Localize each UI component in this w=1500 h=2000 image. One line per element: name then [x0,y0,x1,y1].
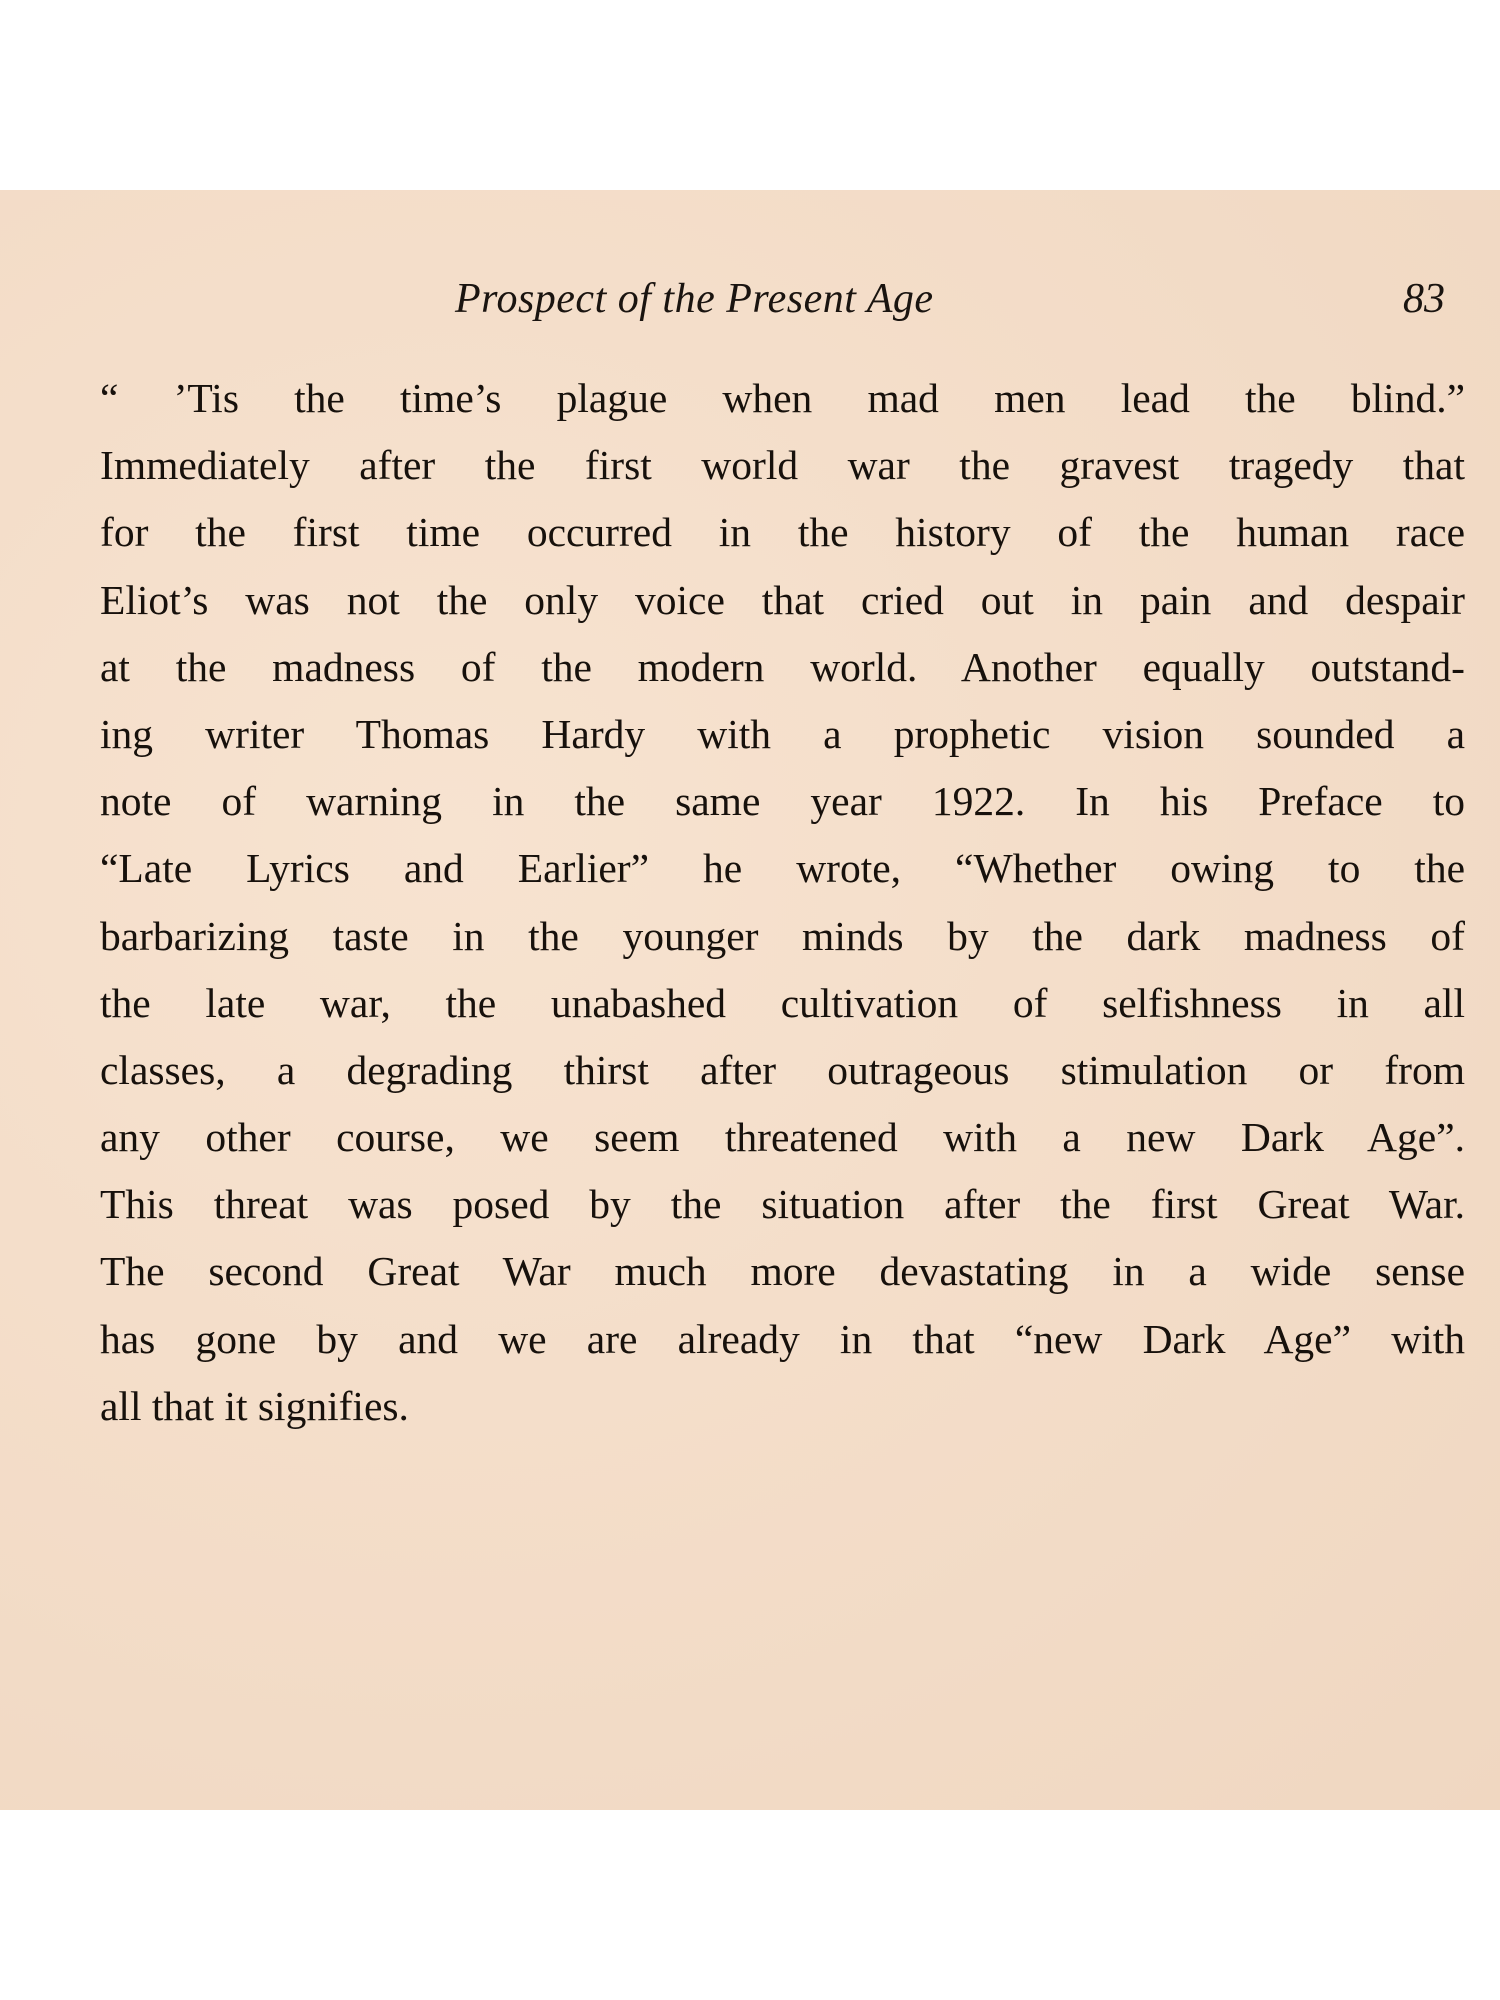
text-line: classes, a degrading thirst after outrageous stimulation or from [100,1046,1465,1093]
book-page [0,190,1500,1810]
text-line: barbarizing taste in the younger minds by the dark madness of [100,912,1465,959]
text-line: has gone by and we are already in that “new Dark Age” with [100,1315,1465,1362]
text-line: Eliot’s was not the only voice that cried out in pain and despair [100,576,1465,623]
page-number: 83 [1403,276,1445,322]
text-line: at the madness of the modern world. Another equally outstand- [100,643,1465,690]
text-line: the late war, the unabashed cultivation of selfishness in all [100,979,1465,1026]
text-line: This threat was posed by the situation after the first Great War. [100,1181,1465,1228]
text-line: note of warning in the same year 1922. In his Preface to [100,778,1465,825]
text-line: for the first time occurred in the history of the human race [100,509,1465,556]
text-line: The second Great War much more devastating in a wide sense [100,1248,1465,1295]
body-paragraph [100,365,1465,1440]
text-line: “Late Lyrics and Earlier” he wrote, “Whether owing to the [100,845,1465,892]
text-line: “ ’Tis the time’s plague when mad men lead the blind.” [100,375,1465,421]
page-header [0,275,1500,335]
text-line: Immediately after the first world war the gravest tragedy that [100,442,1465,489]
text-line: any other course, we seem threatened with a new Dark Age”. [100,1114,1465,1161]
text-line: all that it signifies. [100,1382,409,1429]
running-title: Prospect of the Present Age [455,276,934,322]
text-line: ing writer Thomas Hardy with a prophetic vision sounded a [100,710,1465,757]
